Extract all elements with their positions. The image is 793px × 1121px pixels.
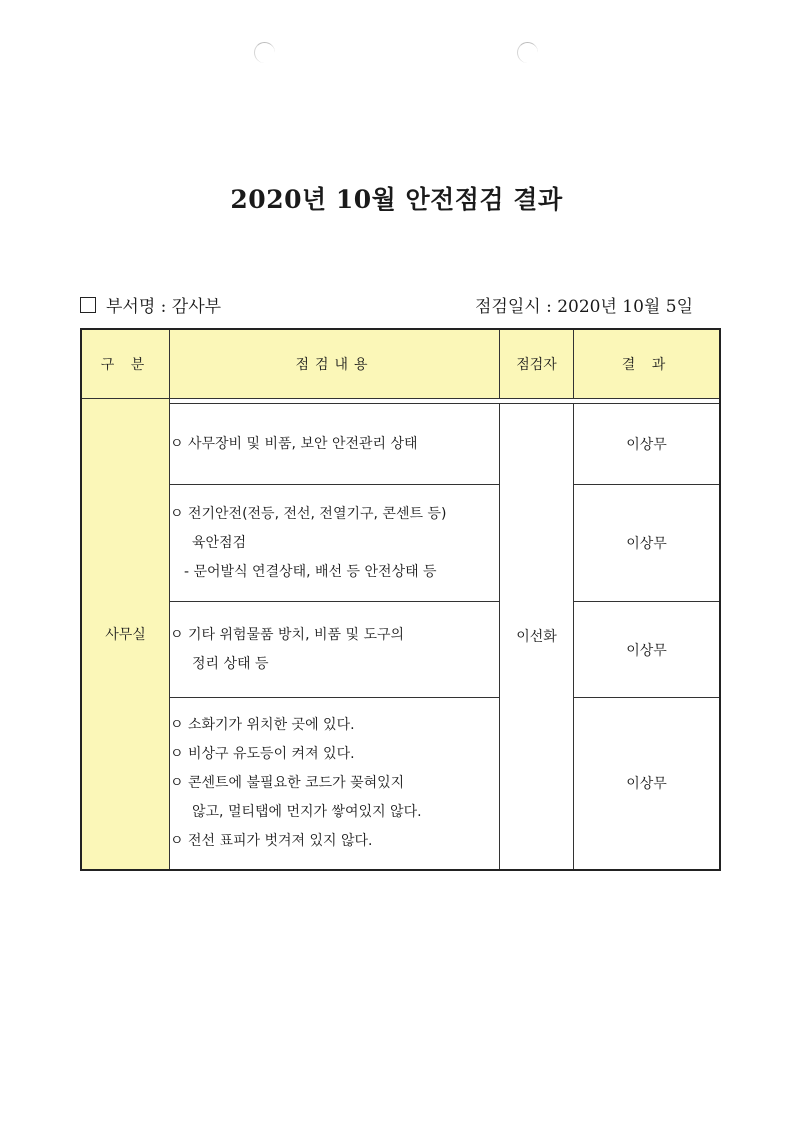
row-content bbox=[170, 602, 500, 698]
punch-hole-right bbox=[517, 42, 538, 63]
category-cell: 사무실 bbox=[81, 399, 170, 870]
table-row bbox=[81, 602, 720, 698]
row-content bbox=[170, 404, 500, 485]
content-line: ㅇ 전선 표피가 벗겨져 있지 않다. bbox=[170, 832, 373, 849]
content-line: - 문어발식 연결상태, 배선 등 안전상태 등 bbox=[184, 563, 437, 580]
inspector-cell: 이선화 bbox=[500, 404, 574, 870]
content-line: 육안점검 bbox=[192, 534, 247, 551]
row-content bbox=[170, 698, 500, 870]
content-line: ㅇ 전기안전(전등, 전선, 전열기구, 콘센트 등) bbox=[170, 505, 447, 522]
department-line bbox=[80, 292, 221, 317]
row-result: 이상무 bbox=[574, 602, 721, 698]
row-content bbox=[170, 485, 500, 602]
content-line: ㅇ 콘센트에 불필요한 코드가 꽂혀있지 bbox=[170, 774, 405, 791]
checkbox-icon bbox=[80, 297, 96, 313]
document-title: 2020년 10월 안전점검 결과 bbox=[230, 185, 563, 214]
row-result: 이상무 bbox=[574, 485, 721, 602]
row-result: 이상무 bbox=[574, 698, 721, 870]
table-row bbox=[81, 485, 720, 602]
content-line: ㅇ 비상구 유도등이 켜져 있다. bbox=[170, 745, 355, 762]
content-line: ㅇ 기타 위험물품 방치, 비품 및 도구의 bbox=[170, 626, 405, 643]
content-line: ㅇ 소화기가 위치한 곳에 있다. bbox=[170, 716, 355, 733]
inspection-table bbox=[80, 328, 721, 871]
inspection-date: 점검일시 : 2020년 10월 5일 bbox=[474, 297, 693, 317]
header-inspector: 점검자 bbox=[500, 329, 574, 399]
content-line: 정리 상태 등 bbox=[192, 655, 269, 672]
header-content: 점검내용 bbox=[170, 329, 500, 399]
header-category: 구 분 bbox=[81, 329, 170, 399]
punch-hole-left bbox=[254, 42, 275, 63]
header-row bbox=[81, 329, 720, 399]
table-row bbox=[81, 698, 720, 870]
header-result: 결 과 bbox=[574, 329, 721, 399]
content-line: 않고, 멀티탭에 먼지가 쌓여있지 않다. bbox=[192, 803, 422, 820]
department-label: 부서명 : 감사부 bbox=[106, 297, 222, 317]
table-row bbox=[81, 404, 720, 485]
row-result: 이상무 bbox=[574, 404, 721, 485]
content-line: ㅇ 사무장비 및 비품, 보안 안전관리 상태 bbox=[170, 435, 418, 452]
